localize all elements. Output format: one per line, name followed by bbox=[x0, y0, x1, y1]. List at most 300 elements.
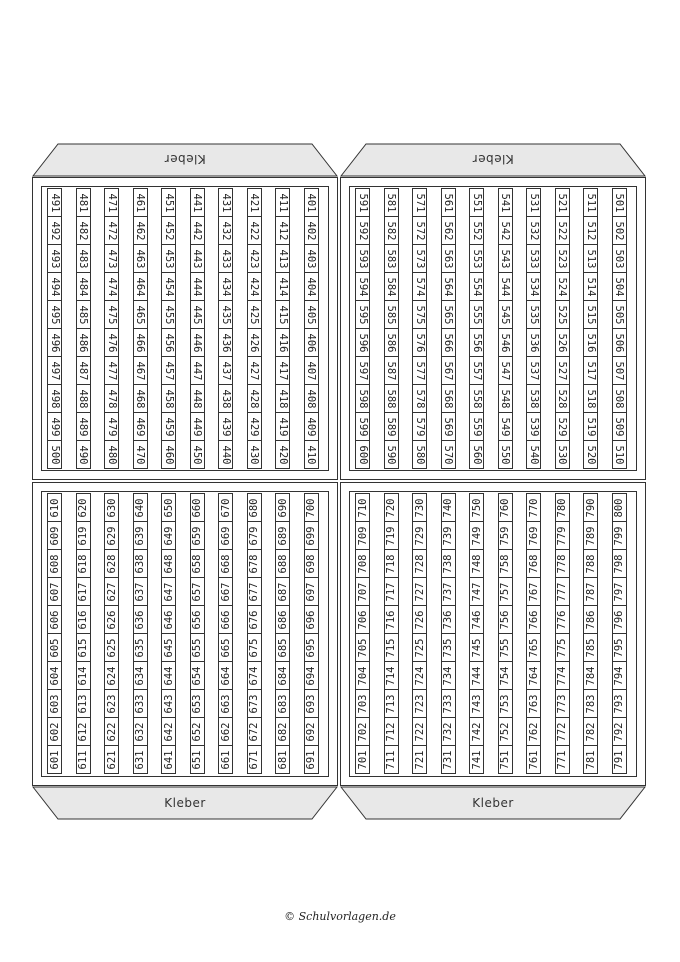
number-cell bbox=[104, 745, 119, 774]
number-label: 726 bbox=[413, 610, 426, 629]
number-cell bbox=[104, 521, 119, 550]
number-label: 633 bbox=[134, 694, 146, 713]
number-label: 519 bbox=[584, 417, 597, 436]
number-label: 482 bbox=[77, 221, 89, 240]
number-cell bbox=[469, 521, 484, 550]
number-label: 665 bbox=[219, 638, 232, 657]
number-label: 728 bbox=[413, 554, 426, 573]
number-label: 458 bbox=[162, 389, 175, 408]
number-label: 681 bbox=[276, 750, 289, 769]
number-label: 790 bbox=[584, 498, 597, 517]
number-label: 550 bbox=[499, 445, 511, 464]
number-cell bbox=[161, 328, 176, 357]
number-cell bbox=[583, 689, 598, 718]
number-cell bbox=[47, 328, 62, 357]
number-cell bbox=[612, 605, 627, 634]
number-label: 668 bbox=[219, 554, 232, 573]
number-cell bbox=[247, 493, 262, 522]
number-label: 417 bbox=[276, 361, 289, 380]
number-cell bbox=[498, 717, 513, 746]
number-label: 650 bbox=[162, 498, 175, 517]
number-cell bbox=[218, 188, 233, 217]
number-cell bbox=[275, 689, 290, 718]
number-label: 448 bbox=[191, 389, 203, 408]
number-cell bbox=[612, 689, 627, 718]
number-label: 442 bbox=[191, 221, 203, 240]
number-cell bbox=[104, 717, 119, 746]
number-label: 455 bbox=[162, 305, 175, 324]
number-label: 552 bbox=[470, 221, 483, 240]
number-label: 756 bbox=[499, 610, 511, 629]
number-cell bbox=[469, 412, 484, 441]
number-label: 714 bbox=[385, 666, 397, 685]
number-label: 794 bbox=[613, 666, 625, 685]
number-label: 611 bbox=[77, 750, 89, 769]
number-label: 555 bbox=[470, 305, 483, 324]
number-label: 799 bbox=[613, 526, 625, 545]
number-cell bbox=[190, 300, 205, 329]
number-label: 547 bbox=[499, 361, 511, 380]
number-cell bbox=[275, 549, 290, 578]
number-cell bbox=[355, 356, 370, 385]
number-label: 711 bbox=[385, 750, 397, 769]
number-cell bbox=[218, 412, 233, 441]
number-cell bbox=[76, 384, 91, 413]
number-label: 755 bbox=[499, 638, 511, 657]
number-label: 682 bbox=[276, 722, 289, 741]
number-label: 706 bbox=[356, 610, 369, 629]
number-cell bbox=[47, 356, 62, 385]
number-cell bbox=[583, 188, 598, 217]
number-cell bbox=[247, 689, 262, 718]
number-label: 503 bbox=[613, 249, 625, 268]
number-label: 613 bbox=[77, 694, 89, 713]
number-label: 502 bbox=[613, 221, 625, 240]
number-cell bbox=[384, 493, 399, 522]
number-label: 717 bbox=[385, 582, 397, 601]
number-label: 477 bbox=[105, 361, 118, 380]
number-cell bbox=[441, 440, 456, 469]
number-label: 693 bbox=[305, 694, 317, 713]
number-label: 670 bbox=[219, 498, 232, 517]
number-cell bbox=[441, 661, 456, 690]
number-cell bbox=[104, 384, 119, 413]
number-cell bbox=[612, 493, 627, 522]
number-cell bbox=[76, 745, 91, 774]
number-label: 637 bbox=[134, 582, 146, 601]
number-cell bbox=[441, 689, 456, 718]
number-label: 433 bbox=[219, 249, 232, 268]
number-cell bbox=[190, 605, 205, 634]
number-label: 592 bbox=[356, 221, 369, 240]
number-cell bbox=[412, 384, 427, 413]
number-label: 584 bbox=[385, 277, 397, 296]
number-cell bbox=[133, 440, 148, 469]
number-cell bbox=[190, 521, 205, 550]
number-label: 562 bbox=[442, 221, 454, 240]
number-cell bbox=[247, 328, 262, 357]
number-cell bbox=[275, 244, 290, 273]
number-label: 471 bbox=[105, 193, 118, 212]
number-label: 573 bbox=[413, 249, 426, 268]
number-label: 715 bbox=[385, 638, 397, 657]
number-label: 642 bbox=[162, 722, 175, 741]
number-cell bbox=[161, 605, 176, 634]
number-label: 545 bbox=[499, 305, 511, 324]
number-cell bbox=[612, 549, 627, 578]
number-label: 464 bbox=[134, 277, 146, 296]
number-cell bbox=[384, 328, 399, 357]
number-label: 791 bbox=[613, 750, 625, 769]
number-cell bbox=[412, 356, 427, 385]
number-cell bbox=[583, 577, 598, 606]
number-cell bbox=[104, 272, 119, 301]
number-label: 524 bbox=[556, 277, 568, 296]
number-cell bbox=[304, 272, 319, 301]
number-cell bbox=[247, 549, 262, 578]
number-label: 421 bbox=[248, 193, 260, 212]
number-cell bbox=[218, 300, 233, 329]
number-label: 497 bbox=[48, 361, 61, 380]
glue-label: Kleber bbox=[472, 152, 514, 166]
number-cell bbox=[247, 272, 262, 301]
number-cell bbox=[355, 493, 370, 522]
number-label: 734 bbox=[442, 666, 454, 685]
number-label: 578 bbox=[413, 389, 426, 408]
number-label: 579 bbox=[413, 417, 426, 436]
number-cell bbox=[384, 244, 399, 273]
number-label: 492 bbox=[48, 221, 61, 240]
number-label: 679 bbox=[248, 526, 260, 545]
number-cell bbox=[247, 300, 262, 329]
number-cell bbox=[355, 272, 370, 301]
number-cell bbox=[526, 605, 541, 634]
number-cell bbox=[133, 633, 148, 662]
number-label: 490 bbox=[77, 445, 89, 464]
number-label: 800 bbox=[613, 498, 625, 517]
number-label: 739 bbox=[442, 526, 454, 545]
number-cell bbox=[247, 188, 262, 217]
number-label: 676 bbox=[248, 610, 260, 629]
glue-label: Kleber bbox=[472, 796, 514, 810]
number-label: 405 bbox=[305, 305, 317, 324]
number-cell bbox=[498, 661, 513, 690]
number-label: 660 bbox=[191, 498, 203, 517]
number-cell bbox=[498, 577, 513, 606]
number-cell bbox=[526, 549, 541, 578]
number-cell bbox=[104, 188, 119, 217]
number-label: 609 bbox=[48, 526, 61, 545]
number-cell bbox=[412, 633, 427, 662]
number-label: 614 bbox=[77, 666, 89, 685]
number-label: 630 bbox=[105, 498, 118, 517]
number-label: 468 bbox=[134, 389, 146, 408]
number-cell bbox=[76, 244, 91, 273]
number-cell bbox=[304, 244, 319, 273]
number-cell bbox=[412, 577, 427, 606]
number-label: 748 bbox=[470, 554, 483, 573]
number-cell bbox=[583, 216, 598, 245]
number-cell bbox=[218, 272, 233, 301]
number-cell bbox=[47, 440, 62, 469]
number-label: 548 bbox=[499, 389, 511, 408]
number-cell bbox=[469, 216, 484, 245]
number-cell bbox=[104, 244, 119, 273]
number-label: 539 bbox=[527, 417, 540, 436]
number-cell bbox=[133, 577, 148, 606]
number-cell bbox=[384, 300, 399, 329]
number-cell bbox=[304, 717, 319, 746]
number-label: 575 bbox=[413, 305, 426, 324]
number-cell bbox=[133, 493, 148, 522]
number-label: 652 bbox=[191, 722, 203, 741]
number-cell bbox=[275, 328, 290, 357]
number-cell bbox=[441, 577, 456, 606]
number-cell bbox=[612, 384, 627, 413]
number-label: 635 bbox=[134, 638, 146, 657]
number-label: 420 bbox=[276, 445, 289, 464]
number-label: 491 bbox=[48, 193, 61, 212]
number-cell bbox=[583, 440, 598, 469]
number-cell bbox=[355, 605, 370, 634]
number-label: 478 bbox=[105, 389, 118, 408]
number-cell bbox=[384, 412, 399, 441]
number-label: 628 bbox=[105, 554, 118, 573]
number-cell bbox=[526, 216, 541, 245]
number-label: 530 bbox=[556, 445, 568, 464]
number-label: 456 bbox=[162, 333, 175, 352]
number-cell bbox=[247, 244, 262, 273]
number-label: 450 bbox=[191, 445, 203, 464]
number-label: 425 bbox=[248, 305, 260, 324]
number-cell bbox=[133, 356, 148, 385]
number-label: 627 bbox=[105, 582, 118, 601]
number-label: 558 bbox=[470, 389, 483, 408]
number-cell bbox=[104, 412, 119, 441]
number-label: 574 bbox=[413, 277, 426, 296]
number-cell bbox=[583, 661, 598, 690]
number-label: 447 bbox=[191, 361, 203, 380]
number-cell bbox=[76, 521, 91, 550]
number-label: 406 bbox=[305, 333, 317, 352]
number-label: 413 bbox=[276, 249, 289, 268]
number-cell bbox=[412, 328, 427, 357]
number-label: 419 bbox=[276, 417, 289, 436]
number-label: 786 bbox=[584, 610, 597, 629]
number-cell bbox=[247, 745, 262, 774]
number-label: 444 bbox=[191, 277, 203, 296]
number-label: 483 bbox=[77, 249, 89, 268]
number-cell bbox=[355, 188, 370, 217]
number-label: 705 bbox=[356, 638, 369, 657]
number-cell bbox=[76, 633, 91, 662]
number-cell bbox=[583, 549, 598, 578]
number-cell bbox=[161, 689, 176, 718]
number-cell bbox=[47, 412, 62, 441]
number-label: 454 bbox=[162, 277, 175, 296]
number-label: 466 bbox=[134, 333, 146, 352]
number-cell bbox=[498, 549, 513, 578]
number-label: 594 bbox=[356, 277, 369, 296]
number-cell bbox=[412, 272, 427, 301]
number-label: 640 bbox=[134, 498, 146, 517]
number-label: 505 bbox=[613, 305, 625, 324]
number-label: 493 bbox=[48, 249, 61, 268]
number-cell bbox=[583, 605, 598, 634]
number-label: 580 bbox=[413, 445, 426, 464]
number-cell bbox=[355, 440, 370, 469]
number-cell bbox=[47, 521, 62, 550]
number-label: 649 bbox=[162, 526, 175, 545]
number-cell bbox=[441, 384, 456, 413]
number-label: 407 bbox=[305, 361, 317, 380]
number-cell bbox=[469, 244, 484, 273]
number-label: 708 bbox=[356, 554, 369, 573]
number-cell bbox=[247, 440, 262, 469]
number-label: 778 bbox=[556, 554, 568, 573]
number-label: 764 bbox=[527, 666, 540, 685]
number-label: 537 bbox=[527, 361, 540, 380]
number-label: 701 bbox=[356, 750, 369, 769]
number-cell bbox=[275, 745, 290, 774]
number-cell bbox=[583, 717, 598, 746]
number-label: 768 bbox=[527, 554, 540, 573]
number-label: 738 bbox=[442, 554, 454, 573]
number-cell bbox=[161, 188, 176, 217]
number-label: 615 bbox=[77, 638, 89, 657]
number-label: 602 bbox=[48, 722, 61, 741]
number-cell bbox=[76, 605, 91, 634]
number-label: 698 bbox=[305, 554, 317, 573]
number-cell bbox=[469, 549, 484, 578]
number-cell bbox=[190, 549, 205, 578]
number-label: 695 bbox=[305, 638, 317, 657]
number-cell bbox=[583, 412, 598, 441]
number-label: 511 bbox=[584, 193, 597, 212]
number-cell bbox=[76, 188, 91, 217]
number-cell bbox=[526, 328, 541, 357]
number-label: 644 bbox=[162, 666, 175, 685]
number-label: 634 bbox=[134, 666, 146, 685]
number-label: 727 bbox=[413, 582, 426, 601]
number-label: 704 bbox=[356, 666, 369, 685]
number-cell bbox=[161, 440, 176, 469]
number-cell bbox=[555, 717, 570, 746]
number-label: 782 bbox=[584, 722, 597, 741]
number-cell bbox=[304, 605, 319, 634]
number-label: 677 bbox=[248, 582, 260, 601]
number-cell bbox=[247, 661, 262, 690]
number-label: 526 bbox=[556, 333, 568, 352]
number-cell bbox=[47, 272, 62, 301]
number-label: 527 bbox=[556, 361, 568, 380]
number-label: 554 bbox=[470, 277, 483, 296]
number-cell bbox=[355, 717, 370, 746]
number-cell bbox=[76, 549, 91, 578]
number-cell bbox=[498, 521, 513, 550]
number-cell bbox=[583, 300, 598, 329]
number-label: 470 bbox=[134, 445, 146, 464]
number-label: 759 bbox=[499, 526, 511, 545]
number-cell bbox=[304, 577, 319, 606]
number-label: 531 bbox=[527, 193, 540, 212]
number-label: 563 bbox=[442, 249, 454, 268]
number-label: 436 bbox=[219, 333, 232, 352]
number-cell bbox=[555, 689, 570, 718]
number-label: 687 bbox=[276, 582, 289, 601]
number-cell bbox=[498, 440, 513, 469]
number-cell bbox=[218, 328, 233, 357]
number-label: 688 bbox=[276, 554, 289, 573]
number-cell bbox=[469, 356, 484, 385]
number-cell bbox=[469, 272, 484, 301]
number-cell bbox=[104, 356, 119, 385]
number-panel-601-700 bbox=[32, 482, 338, 786]
number-label: 631 bbox=[134, 750, 146, 769]
number-cell bbox=[498, 412, 513, 441]
number-cell bbox=[555, 300, 570, 329]
number-cell bbox=[555, 661, 570, 690]
number-cell bbox=[161, 521, 176, 550]
number-label: 619 bbox=[77, 526, 89, 545]
number-label: 720 bbox=[385, 498, 397, 517]
number-cell bbox=[555, 384, 570, 413]
number-cell bbox=[190, 689, 205, 718]
number-cell bbox=[355, 244, 370, 273]
number-cell bbox=[412, 521, 427, 550]
number-label: 544 bbox=[499, 277, 511, 296]
number-cell bbox=[583, 356, 598, 385]
number-cell bbox=[304, 328, 319, 357]
number-label: 769 bbox=[527, 526, 540, 545]
number-cell bbox=[218, 633, 233, 662]
number-cell bbox=[133, 216, 148, 245]
number-cell bbox=[133, 300, 148, 329]
number-cell bbox=[133, 689, 148, 718]
number-cell bbox=[190, 661, 205, 690]
number-cell bbox=[441, 188, 456, 217]
number-cell bbox=[76, 356, 91, 385]
number-cell bbox=[555, 493, 570, 522]
number-label: 685 bbox=[276, 638, 289, 657]
number-label: 785 bbox=[584, 638, 597, 657]
glue-tab-top-right bbox=[340, 143, 646, 177]
number-cell bbox=[161, 717, 176, 746]
number-label: 496 bbox=[48, 333, 61, 352]
number-label: 475 bbox=[105, 305, 118, 324]
number-cell bbox=[441, 272, 456, 301]
number-label: 593 bbox=[356, 249, 369, 268]
number-label: 654 bbox=[191, 666, 203, 685]
number-cell bbox=[47, 549, 62, 578]
number-label: 716 bbox=[385, 610, 397, 629]
number-label: 569 bbox=[442, 417, 454, 436]
number-cell bbox=[161, 745, 176, 774]
number-cell bbox=[275, 412, 290, 441]
number-label: 787 bbox=[584, 582, 597, 601]
number-cell bbox=[304, 661, 319, 690]
number-cell bbox=[304, 216, 319, 245]
number-cell bbox=[355, 549, 370, 578]
number-cell bbox=[526, 384, 541, 413]
number-cell bbox=[190, 272, 205, 301]
number-label: 692 bbox=[305, 722, 317, 741]
number-label: 697 bbox=[305, 582, 317, 601]
number-cell bbox=[412, 661, 427, 690]
number-label: 740 bbox=[442, 498, 454, 517]
number-label: 729 bbox=[413, 526, 426, 545]
glue-tab-bottom-left bbox=[32, 786, 338, 820]
